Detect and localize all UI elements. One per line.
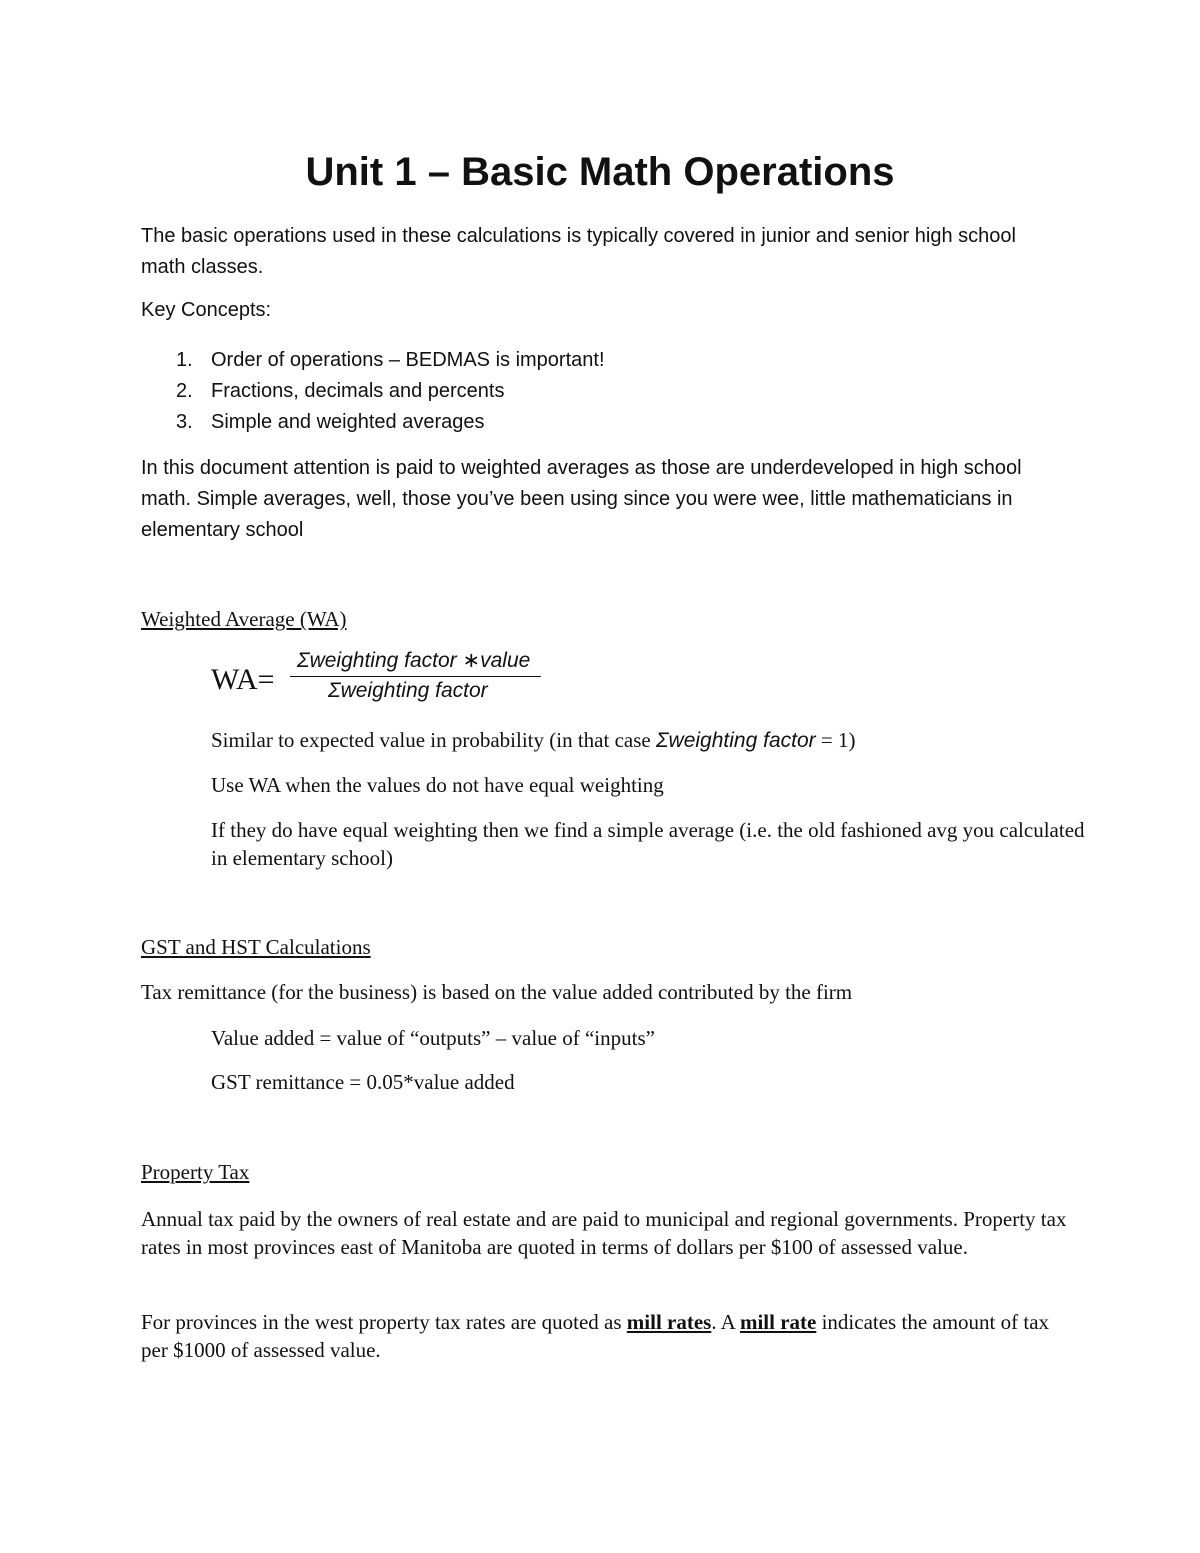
weighted-average-heading: Weighted Average (WA) bbox=[141, 607, 347, 631]
gst-remittance-basis: Tax remittance (for the business) is based on the value added contributed by the firm bbox=[141, 980, 853, 1004]
mill-rate-text: indicates the amount of tax per $1000 of assessed value. bbox=[141, 1310, 1050, 1362]
weighted-average-formula bbox=[211, 646, 611, 706]
property-tax-heading: Property Tax bbox=[141, 1160, 250, 1184]
wa-simple-average-line: If they do have equal weighting then we find a simple average (i.e. the old fashioned avg you calculated in elementary school) bbox=[211, 818, 1085, 870]
page-title: Unit 1 – Basic Math Operations bbox=[305, 150, 895, 194]
list-item-text: Simple and weighted averages bbox=[211, 411, 485, 433]
list-item-number: 1. bbox=[176, 349, 193, 371]
list-item bbox=[176, 376, 1076, 407]
list-item-number: 3. bbox=[176, 411, 193, 433]
mill-rates-term: mill rates bbox=[626, 1310, 712, 1334]
mill-rate-text: . A bbox=[711, 1310, 740, 1334]
gst-remittance-formula: GST remittance = 0.05*value added bbox=[211, 1070, 515, 1094]
gst-heading: GST and HST Calculations bbox=[141, 935, 371, 959]
formula-numerator: Σweighting factor ∗value bbox=[297, 649, 531, 672]
wa-usage-line: Use WA when the values do not have equal weighting bbox=[211, 773, 664, 797]
wa-expected-value-line bbox=[211, 726, 1091, 755]
mill-rate-term: mill rate bbox=[739, 1310, 817, 1334]
formula-lhs: WA= bbox=[211, 663, 275, 696]
value-added-formula: Value added = value of “outputs” – value of “inputs” bbox=[211, 1026, 655, 1050]
list-item-text: Fractions, decimals and percents bbox=[211, 380, 505, 402]
mill-rate-paragraph bbox=[141, 1308, 1071, 1364]
formula-denominator: Σweighting factor bbox=[328, 679, 488, 702]
key-concepts-list bbox=[176, 345, 1076, 438]
wa-line1-end: = 1) bbox=[815, 728, 856, 752]
fraction-bar bbox=[290, 676, 541, 677]
key-concepts-label: Key Concepts: bbox=[141, 299, 272, 321]
mill-rate-text: For provinces in the west property tax rates are quoted as bbox=[141, 1310, 627, 1334]
list-item bbox=[176, 407, 1076, 438]
list-item bbox=[176, 345, 1076, 376]
property-tax-paragraph: Annual tax paid by the owners of real estate and are paid to municipal and regional governments. Property tax rates in most provinces east of Manitoba are quoted in terms of dollars per $100 of assessed value. bbox=[141, 1207, 1067, 1259]
note-paragraph: In this document attention is paid to weighted averages as those are underdeveloped in high school math. Simple averages, well, those you’ve been using since you were wee, little mathematicians in elementary school bbox=[141, 457, 1022, 541]
list-item-number: 2. bbox=[176, 380, 193, 402]
wa-line1-text: Similar to expected value in probability (in that case bbox=[211, 728, 656, 752]
wa-line1-math: Σweighting factor bbox=[655, 729, 816, 752]
intro-paragraph: The basic operations used in these calculations is typically covered in junior and senior high school math classes. bbox=[141, 225, 1016, 278]
list-item-text: Order of operations – BEDMAS is important! bbox=[211, 349, 605, 371]
